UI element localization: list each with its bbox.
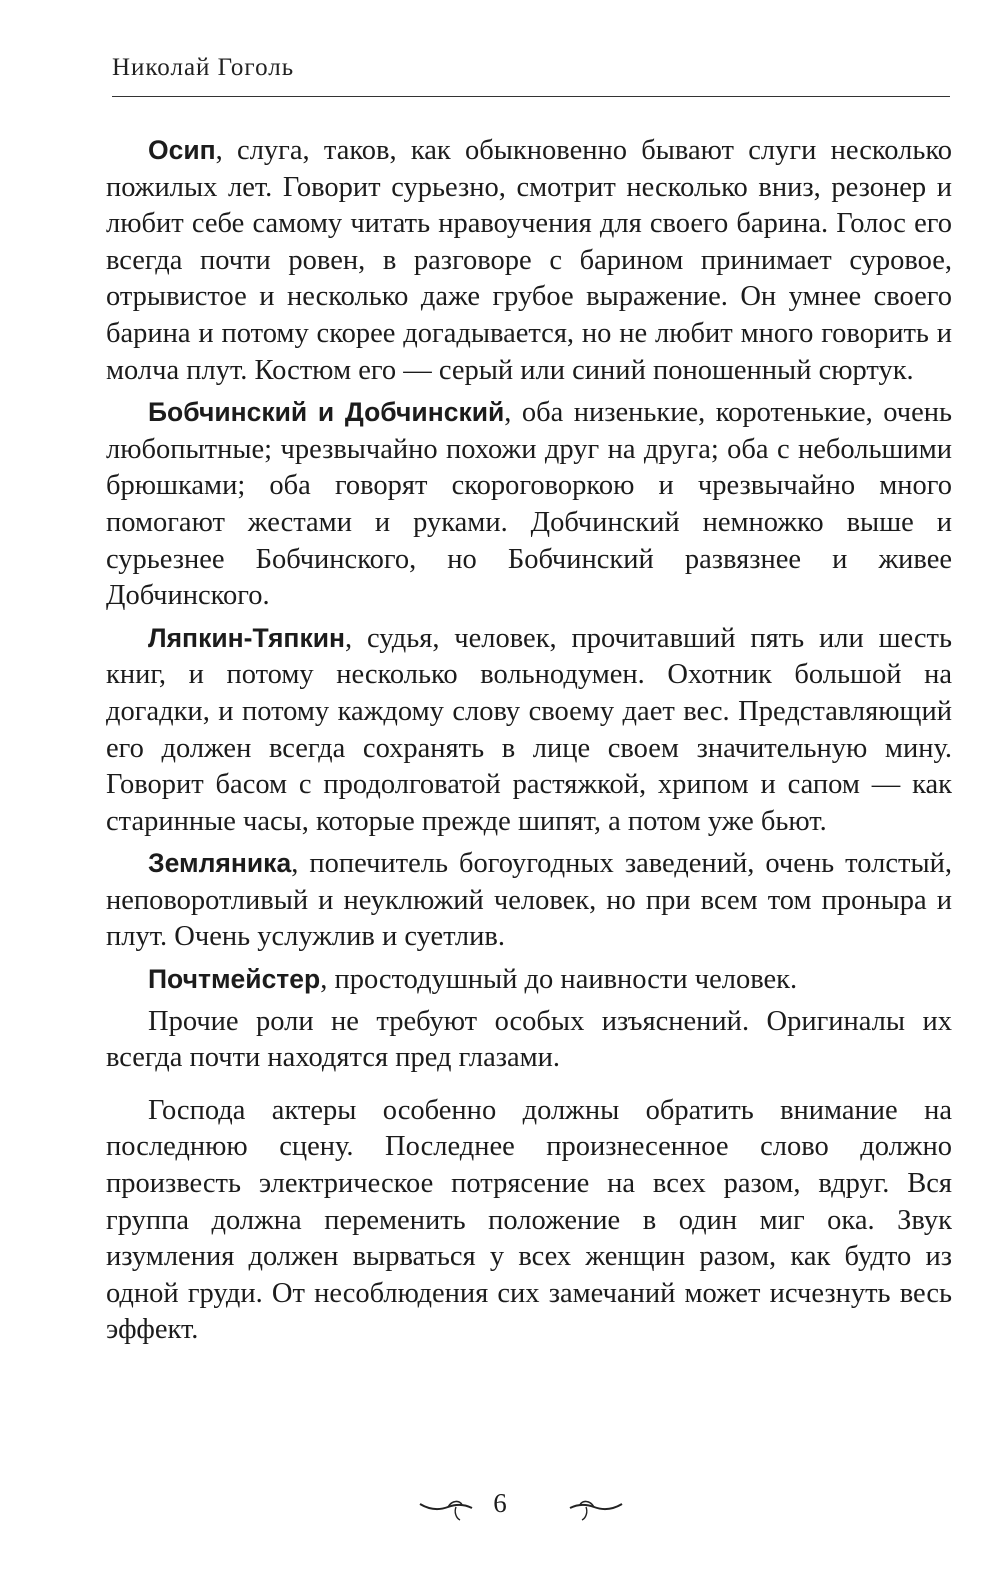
page-number: 6 xyxy=(493,1488,507,1518)
note-other-roles: Прочие роли не требуют особых изъяснений. Оригиналы их всегда почти находятся пред глазами. xyxy=(106,1005,952,1074)
character-name: Ляпкин-Тяпкин xyxy=(148,622,346,653)
character-lyapkin-tyapkin xyxy=(106,620,952,841)
vine-flourish-icon xyxy=(418,1496,474,1522)
character-name: Осип xyxy=(148,135,216,165)
character-description: , оба низенькие, коротенькие, очень любопытные; чрезвычайно похожи друг на друга; оба с небольшими брюшками; оба говорят скороговоркою и чрезвычайно много помогают жестами и руками. Добчинский немножко выше и сурьезнее Бобчинского, но Бобчинский развязнее и живее Добчинского. xyxy=(106,397,952,612)
character-name: Бобчинский и Добчинский xyxy=(148,397,505,428)
character-description: , судья, человек, прочитавший пять или шесть книг, и потому несколько вольнодумен. Охотник большой на догадки, и потому каждому слову своему дает вес. Представляющий его должен всегда сохранять в лице своем значительную мину. Говорит басом с продолговатой растяжкой, хрипом и сапом — как старинные часы, которые прежде шипят, а потом уже бьют. xyxy=(106,622,952,837)
character-description: , простодушный до наивности человек. xyxy=(320,964,798,996)
note-last-scene: Господа актеры особенно должны обратить внимание на последнюю сцену. Последнее произнесенное слово должно произвесть электрическое потрясение на всех разом, вдруг. Вся группа должна переменить положение в один миг ока. Звук изумления должен вырваться у всех женщин разом, как будто из одной груди. От несоблюдения сих замечаний может исчезнуть весь эффект. xyxy=(106,1094,952,1346)
character-osip xyxy=(106,132,952,389)
vine-flourish-icon xyxy=(568,1496,624,1522)
running-head: Николай Гоголь xyxy=(112,54,295,81)
header-rule xyxy=(112,96,950,97)
character-pochtmeister xyxy=(106,961,952,999)
character-description: , слуга, таков, как обыкновенно бывают слуги несколько пожилых лет. Говорит сурьезно, смотрит несколько вниз, резонер и любит себе самому читать нравоучения для своего барина. Голос его всегда почти ровен, в разговоре с барином принимает суровое, отрывистое и несколько даже грубое выражение. Он умнее своего барина и потому скорее догадывается, но не любит много говорить и молча плут. Костюм его — серый или синий поношенный сюртук. xyxy=(106,135,952,386)
page-body xyxy=(106,132,952,1354)
page-footer xyxy=(0,1486,1000,1536)
character-bobchinsky-dobchinsky xyxy=(106,394,952,615)
character-description: , попечитель богоугодных заведений, очень толстый, неповоротливый и неуклюжий человек, но при всем том проныра и плут. Очень услужлив и суетлив. xyxy=(106,848,952,953)
character-name: Почтмейстер xyxy=(148,964,321,995)
character-zemlyanika xyxy=(106,845,952,956)
character-name: Земляника xyxy=(148,848,292,879)
